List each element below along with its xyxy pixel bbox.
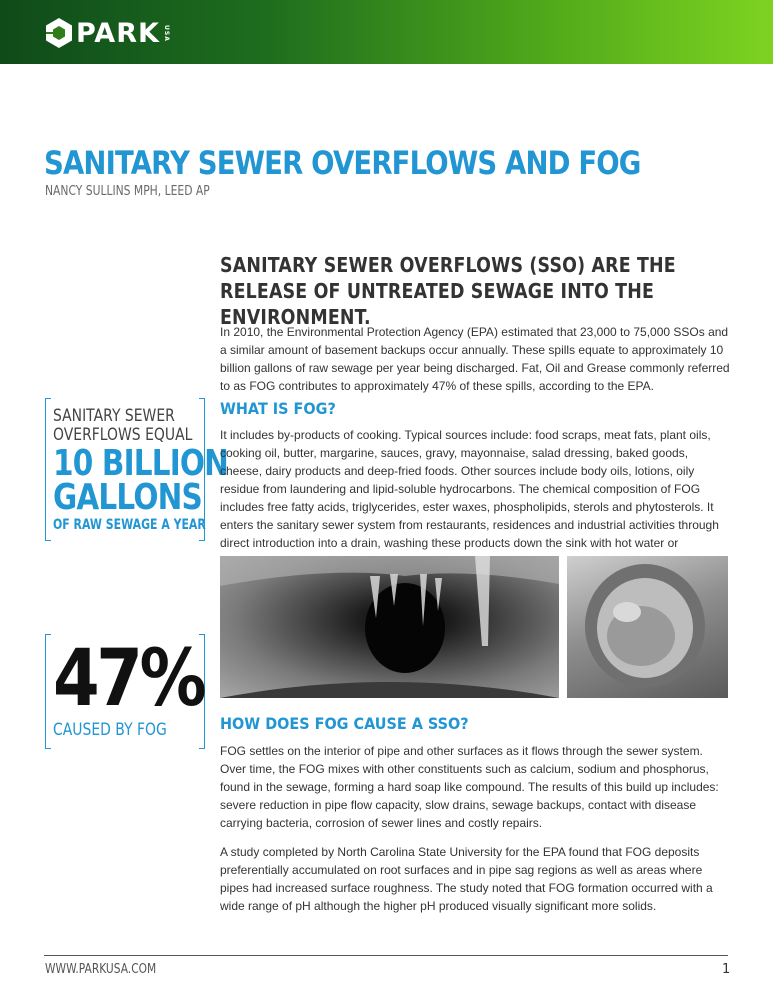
clogged-pipe-photo bbox=[567, 556, 728, 698]
lead-statement: SANITARY SEWER OVERFLOWS (SSO) ARE THE RELEASE OF UNTREATED SEWAGE INTO THE ENVIRONMENT. bbox=[220, 253, 676, 329]
callout-caption: CAUSED BY FOG bbox=[53, 720, 167, 740]
callout-line-2: OVERFLOWS EQUAL bbox=[53, 425, 193, 445]
section-heading-what-is-fog: WHAT IS FOG? bbox=[220, 399, 336, 418]
section-heading-how-fog-causes-sso: HOW DOES FOG CAUSE A SSO? bbox=[220, 714, 469, 733]
park-hexagon-logo-icon bbox=[44, 17, 74, 49]
author-byline: NANCY SULLINS MPH, LEED AP bbox=[45, 184, 210, 199]
intro-paragraph: In 2010, the Environmental Protection Agency (EPA) estimated that 23,000 to 75,000 SSOs and a similar amount of basement backups occur annually. These spills equate to approximately 10 billion gallons of raw sewage per year being discharged. Fat, Oil and Grease commonly referred to as FOG contributes to approximately 47% of these spills, according to the EPA. bbox=[220, 325, 730, 393]
logo-text: PARK bbox=[76, 17, 160, 49]
park-usa-logo[interactable] bbox=[44, 16, 169, 50]
logo-suffix: USA bbox=[162, 24, 170, 42]
bracket-left bbox=[45, 634, 51, 749]
callout-small-line: OF RAW SEWAGE A YEAR bbox=[53, 517, 206, 533]
page-number: 1 bbox=[722, 962, 731, 977]
bracket-left bbox=[45, 398, 51, 541]
ten-billion-gallons-callout bbox=[45, 398, 229, 541]
callout-line-1: SANITARY SEWER bbox=[53, 406, 175, 426]
footer-divider bbox=[44, 955, 728, 956]
nc-state-study-paragraph: A study completed by North Carolina State University for the EPA found that FOG deposits preferentially accumulated on root surfaces and in pipe sag regions as well as areas where pipes had increased surface roughness. The study noted that FOG formation occurred with a wide range of pH although the higher pH produced visually significant more solids. bbox=[220, 845, 713, 913]
forty-seven-percent-callout bbox=[45, 634, 205, 749]
header-banner bbox=[0, 0, 773, 64]
sewer-tunnel-photo bbox=[220, 556, 559, 698]
sewer-tunnel-illustration bbox=[220, 556, 559, 698]
what-is-fog-paragraph: It includes by-products of cooking. Typical sources include: food scraps, meat fats, plant oils, cooking oil, butter, margarine, sauces, gravy, mayonnaise, salad dressing, baked goods, cheese, dairy products and deep-fried foods. Other sources include body oils, lotions, oily residue from laundering and lipid-soluble hydrocarbons. The chemical composition of FOG includes free fatty acids, triglycerides, ester waxes, phospholipids, sterols and phytosterols. It enters the sanitary sewer system from restaurants, residences and industrial activities through direct introduction into a drain, washing these products down the sink with hot water or bbox=[220, 428, 719, 550]
callout-big-line-2: GALLONS bbox=[53, 477, 202, 518]
page-title: SANITARY SEWER OVERFLOWS AND FOG bbox=[44, 144, 641, 182]
footer-website-link[interactable]: WWW.PARKUSA.COM bbox=[45, 962, 157, 977]
how-fog-causes-sso-paragraph: FOG settles on the interior of pipe and other surfaces as it flows through the sewer system. Over time, the FOG mixes with other constituents such as calcium, sodium and phosphorus, found in the sewage, forming a hard soap like compound. The results of this build up includes: severe reduction in pipe flow capacity, slow drains, sewage backups, contact with disease carrying bacteria, corrosion of sewer lines and costly repairs. bbox=[220, 744, 719, 830]
clogged-pipe-illustration bbox=[567, 556, 728, 698]
callout-percentage: 47% bbox=[53, 634, 204, 724]
callout-big-line-1: 10 BILLION bbox=[53, 443, 229, 484]
